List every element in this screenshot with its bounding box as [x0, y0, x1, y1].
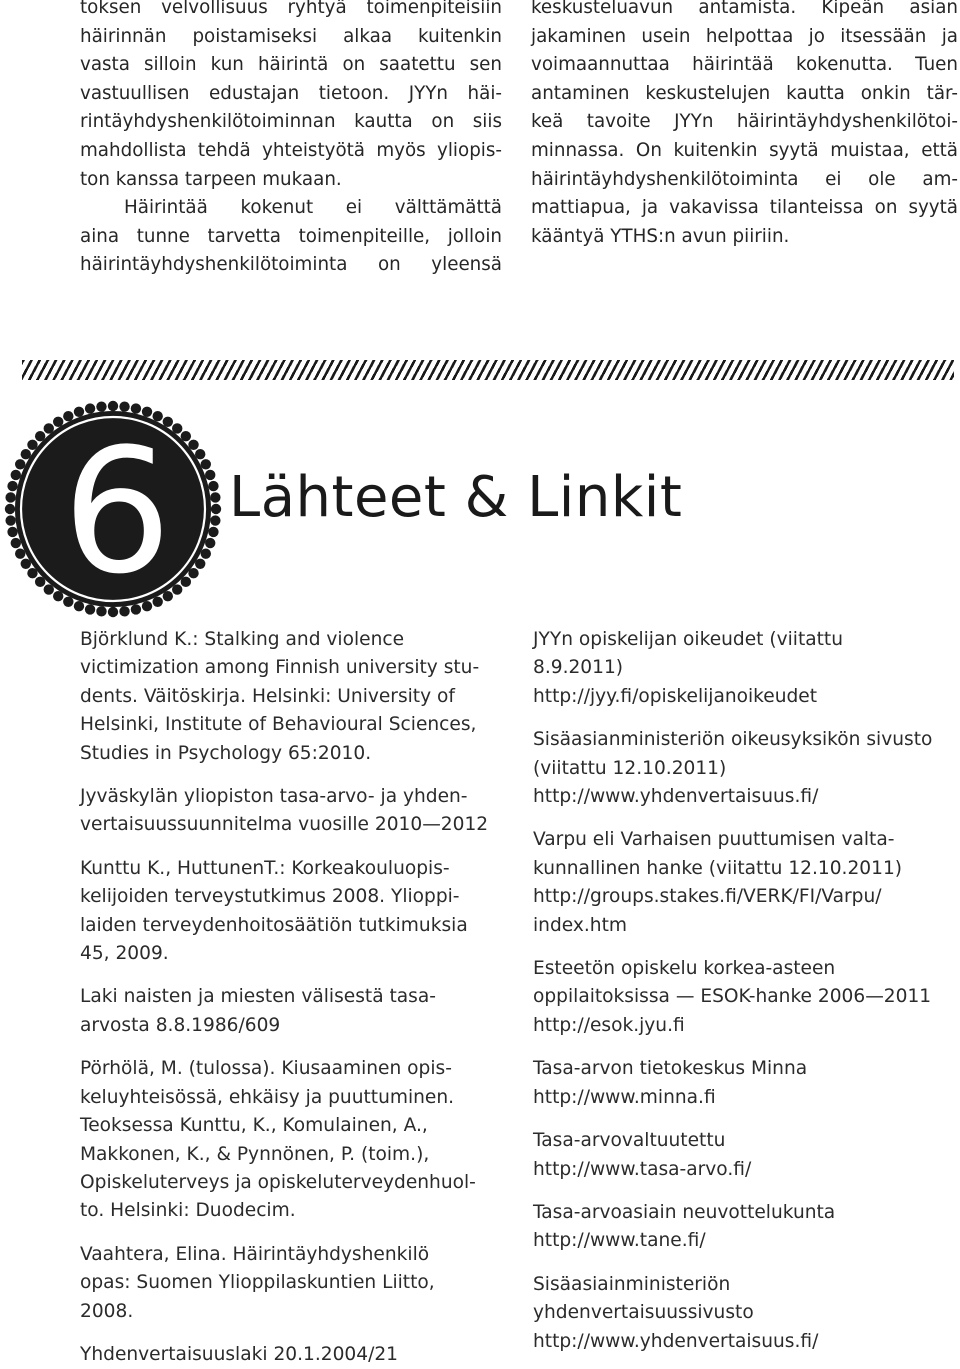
- reference-entry: [80, 983, 510, 1040]
- reference-line: dents. Väitöskirja. Helsinki: University of: [80, 685, 455, 707]
- reference-line: 8.9.2011): [533, 657, 624, 679]
- reference-entry: [533, 1199, 958, 1256]
- reference-line: Opiskeluterveys ja opiskeluterveydenhuol-: [80, 1171, 476, 1193]
- body-text-line: mahdollista tehdä yhteistyötä myös yliopis-: [80, 139, 502, 161]
- reference-line: Laki naisten ja miesten välisestä tasa-: [80, 986, 436, 1008]
- reference-line: kelijoiden terveystutkimus 2008. Ylioppi-: [80, 886, 460, 908]
- reference-entry: [533, 955, 958, 1040]
- reference-line: Kunttu K., HuttunenT.: Korkeakouluopis-: [80, 857, 450, 879]
- body-text-line: antaminen keskustelujen kautta onkin tär-: [531, 82, 958, 104]
- reference-entry: [533, 626, 958, 711]
- reference-line: index.htm: [533, 914, 627, 936]
- reference-line: Tasa-arvon tietokeskus Minna: [533, 1058, 808, 1080]
- reference-line: yhdenvertaisuussivusto: [533, 1302, 754, 1324]
- body-text-line: keskusteluavun antamista. Kipeän asian: [531, 0, 958, 18]
- body-text-line: rintäyhdyshenkilötoiminnan kautta on siis: [80, 111, 502, 133]
- reference-link[interactable]: http://www.tasa-arvo.fi/: [533, 1158, 752, 1180]
- reference-entry: [80, 1241, 510, 1326]
- reference-line: kunnallinen hanke (viitattu 12.10.2011): [533, 857, 903, 879]
- body-text-line: häirintäyhdyshenkilötoiminta on yleensä: [80, 254, 502, 276]
- reference-line: 2008.: [80, 1300, 134, 1322]
- reference-line: laiden terveydenhoitosäätiön tutkimuksia: [80, 914, 468, 936]
- reference-line: oppilaitoksissa — ESOK-hanke 2006—2011: [533, 986, 932, 1008]
- reference-entry: [533, 1271, 958, 1356]
- reference-entry: [80, 855, 510, 969]
- reference-line: Tasa-arvoasiain neuvottelukunta: [533, 1201, 836, 1223]
- reference-line: Björklund K.: Stalking and violence: [80, 629, 405, 650]
- body-text-line: jakaminen usein helpottaa jo itsessään ja: [531, 25, 958, 47]
- reference-line: Makkonen, K., & Pynnönen, P. (toim.),: [80, 1143, 430, 1165]
- reference-link[interactable]: http://www.minna.fi: [533, 1086, 716, 1108]
- reference-entry: [533, 726, 958, 811]
- body-text-line: kääntyä YTHS:n avun piiriin.: [531, 225, 790, 247]
- reference-line: (viitattu 12.10.2011): [533, 757, 727, 779]
- reference-link[interactable]: http://jyy.fi/opiskelijanoikeudet: [533, 685, 818, 707]
- reference-entry: [80, 1341, 510, 1369]
- section-number: 6: [62, 411, 172, 612]
- body-text-line: ton kanssa tarpeen mukaan.: [80, 168, 342, 190]
- reference-link[interactable]: http://www.yhdenvertaisuus.fi/: [533, 786, 819, 808]
- reference-line: 45, 2009.: [80, 943, 169, 965]
- reference-entry: [533, 1127, 958, 1184]
- reference-entry: [533, 1055, 958, 1112]
- reference-line: vertaisuussuunnitelma vuosille 2010—2012: [80, 814, 489, 836]
- reference-line: arvosta 8.8.1986/609: [80, 1014, 281, 1036]
- body-text-line: minnassa. On kuitenkin syytä muistaa, että: [531, 139, 958, 161]
- reference-entry: [533, 826, 958, 940]
- reference-line: Tasa-arvovaltuutettu: [533, 1130, 726, 1152]
- reference-line: Yhdenvertaisuuslaki 20.1.2004/21: [80, 1343, 399, 1365]
- reference-line: Vaahtera, Elina. Häirintäyhdyshenkilö: [80, 1243, 430, 1265]
- body-text-line: häirintäyhdyshenkilötoiminta ei ole am-: [531, 168, 958, 190]
- reference-line: keluyhteisössä, ehkäisy ja puuttuminen.: [80, 1086, 455, 1108]
- reference-line: Sisäasiainministeriön: [533, 1273, 731, 1295]
- reference-line: Varpu eli Varhaisen puuttumisen valta-: [533, 829, 895, 851]
- body-text-line: häirinnän poistamiseksi alkaa kuitenkin: [80, 25, 502, 47]
- references-left-column: [80, 626, 510, 1369]
- section-title: Lähteet & Linkit: [229, 465, 683, 530]
- reference-entry: [80, 626, 510, 768]
- reference-line: JYYn opiskelijan oikeudet (viitattu: [533, 629, 844, 650]
- body-text-left-column: [80, 0, 502, 280]
- body-text-line: aina tunne tarvetta toimenpiteille, jolloin: [80, 225, 502, 247]
- body-text-line: Häirintää kokenut ei välttämättä: [124, 197, 502, 219]
- reference-link[interactable]: http://www.tane.fi/: [533, 1230, 706, 1252]
- reference-line: opas: Suomen Ylioppilaskuntien Liitto,: [80, 1272, 435, 1294]
- reference-link[interactable]: http://www.yhdenvertaisuus.fi/: [533, 1330, 819, 1352]
- body-text-right-column: [531, 0, 958, 251]
- reference-entry: [80, 783, 510, 840]
- body-text-line: keä tavoite JYYn häirintäyhdyshenkilötoi-: [531, 111, 958, 133]
- reference-line: Teoksessa Kunttu, K., Komulainen, A.,: [80, 1115, 428, 1137]
- body-text-line: toksen velvollisuus ryhtyä toimenpiteisiin: [80, 0, 502, 18]
- reference-line: Sisäasianministeriön oikeusyksikön sivusto: [533, 729, 933, 751]
- references-right-column: [533, 626, 958, 1356]
- reference-line: Jyväskylän yliopiston tasa-arvo- ja yhden-: [80, 786, 468, 808]
- reference-line: Esteetön opiskelu korkea-asteen: [533, 958, 836, 980]
- reference-line: Studies in Psychology 65:2010.: [80, 742, 372, 764]
- body-text-line: voimaannuttaa häirintää kokenutta. Tuen: [531, 54, 958, 76]
- reference-line: to. Helsinki: Duodecim.: [80, 1200, 296, 1222]
- body-text-line: vasta silloin kun häirintä on saatettu sen: [80, 54, 502, 76]
- reference-line: Pörhölä, M. (tulossa). Kiusaaminen opis-: [80, 1058, 452, 1080]
- reference-link[interactable]: http://groups.stakes.fi/VERK/FI/Varpu/: [533, 886, 882, 908]
- striped-divider: [22, 360, 954, 380]
- reference-entry: [80, 1055, 510, 1225]
- body-text-line: vastuullisen edustajan tietoon. JYYn häi-: [80, 82, 502, 104]
- reference-link[interactable]: http://esok.jyu.fi: [533, 1014, 685, 1036]
- reference-line: Helsinki, Institute of Behavioural Sciences,: [80, 714, 477, 736]
- reference-line: victimization among Finnish university stu-: [80, 657, 480, 679]
- body-text-line: mattiapua, ja vakavissa tilanteissa on syytä: [531, 197, 958, 219]
